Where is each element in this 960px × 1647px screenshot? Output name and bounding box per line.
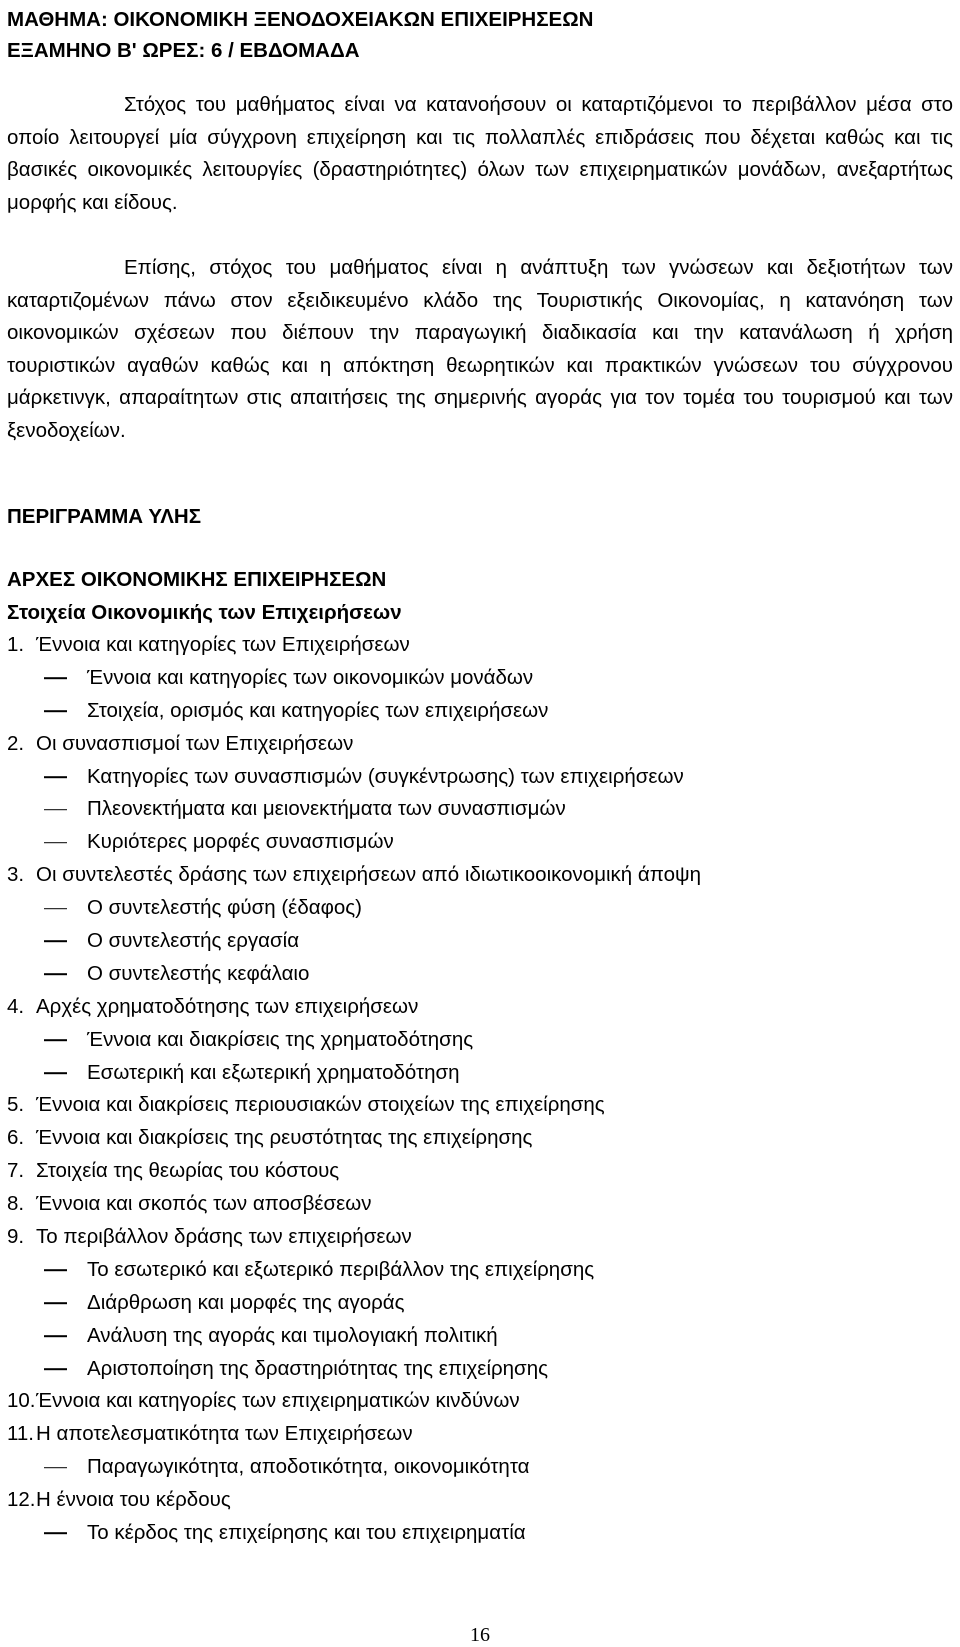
- dash-bullet-icon: [44, 1335, 67, 1337]
- outline-item-number: 6.: [7, 1126, 25, 1150]
- section-title: ΠΕΡΙΓΡΑΜΜΑ ΥΛΗΣ: [7, 505, 201, 528]
- outline-item-number: 7.: [7, 1159, 25, 1183]
- course-semester-hours: ΕΞΑΜΗΝΟ Β' ΩΡΕΣ: 6 / ΕΒΔΟΜΑΔΑ: [7, 39, 360, 62]
- outline-item-number: 10.: [7, 1389, 36, 1413]
- outline-subitem: [7, 1517, 953, 1550]
- subsection-subtitle: Στοιχεία Οικονομικής των Επιχειρήσεων: [7, 601, 402, 624]
- outline-subitem: [7, 1451, 953, 1484]
- outline-item-text: Η αποτελεσματικότητα των Επιχειρήσεων: [36, 1422, 413, 1446]
- outline-item: [7, 1221, 953, 1254]
- outline-item-text: Κατηγορίες των συνασπισμών (συγκέντρωσης) των επιχειρήσεων: [87, 764, 684, 788]
- outline-item-text: Οι συνασπισμοί των Επιχειρήσεων: [36, 731, 354, 755]
- dash-bullet-icon: [44, 1368, 67, 1370]
- outline-item: [7, 1418, 953, 1451]
- outline-item-text: Ο συντελεστής φύση (έδαφος): [87, 896, 362, 920]
- outline-item-text: Αριστοποίηση της δραστηριότητας της επιχείρησης: [87, 1356, 548, 1380]
- dash-bullet-icon: [44, 809, 67, 811]
- outline-item-text: Διάρθρωση και μορφές της αγοράς: [87, 1290, 405, 1314]
- dash-bullet-icon: [44, 776, 67, 778]
- outline-item-text: Το εσωτερικό και εξωτερικό περιβάλλον της επιχείρησης: [87, 1257, 595, 1281]
- course-title: ΜΑΘΗΜΑ: ΟΙΚΟΝΟΜΙΚΗ ΞΕΝΟΔΟΧΕΙΑΚΩΝ ΕΠΙΧΕΙΡΗΣΕΩΝ: [7, 8, 594, 31]
- outline-subitem: [7, 1254, 953, 1287]
- outline-subitem: [7, 761, 953, 794]
- outline-item-number: 5.: [7, 1093, 25, 1117]
- outline-item-text: Πλεονεκτήματα και μειονεκτήματα των συνασπισμών: [87, 797, 566, 821]
- dash-bullet-icon: [44, 1467, 67, 1469]
- outline-item-text: Έννοια και διακρίσεις της χρηματοδότησης: [87, 1027, 474, 1051]
- outline-item-text: Το κέρδος της επιχείρησης και του επιχειρηματία: [87, 1521, 526, 1545]
- outline-item-text: Η έννοια του κέρδους: [36, 1488, 231, 1512]
- outline-item-text: Έννοια και κατηγορίες των Επιχειρήσεων: [36, 633, 410, 656]
- outline-item-number: 8.: [7, 1192, 25, 1216]
- outline-item: [7, 1155, 953, 1188]
- dash-bullet-icon: [44, 941, 67, 943]
- outline-subitem: [7, 1320, 953, 1353]
- outline-item-text: Ο συντελεστής εργασία: [87, 929, 300, 953]
- outline-item-text: Ο συντελεστής κεφάλαιο: [87, 961, 310, 985]
- page-number: 16: [470, 1624, 490, 1646]
- outline-item: [7, 1484, 953, 1517]
- outline-item-text: Το περιβάλλον δράσης των επιχειρήσεων: [36, 1225, 412, 1249]
- outline-item-text: Έννοια και σκοπός των αποσβέσεων: [36, 1192, 372, 1216]
- dash-bullet-icon: [44, 1270, 67, 1272]
- outline-item-text: Αρχές χρηματοδότησης των επιχειρήσεων: [36, 994, 419, 1018]
- outline-subitem: [7, 1057, 953, 1090]
- outline-item-text: Παραγωγικότητα, αποδοτικότητα, οικονομικότητα: [87, 1455, 530, 1479]
- outline-item-number: 3.: [7, 863, 25, 887]
- outline-item-number: 4.: [7, 994, 25, 1018]
- dash-bullet-icon: [44, 974, 67, 976]
- outline-item-text: Έννοια και κατηγορίες των επιχειρηματικών κινδύνων: [36, 1389, 520, 1413]
- outline-item-text: Κυριότερες μορφές συνασπισμών: [87, 830, 394, 854]
- dash-bullet-icon: [44, 1039, 67, 1041]
- outline-subitem: [7, 1353, 953, 1386]
- outline-item: [7, 1385, 953, 1418]
- course-objective-paragraph-2: Επίσης, στόχος του μαθήματος είναι η ανάπτυξη των γνώσεων και δεξιοτήτων των καταρτιζομένων πάνω στον εξειδικευμένο κλάδο της Τουριστικής Οικονομίας, η κατανόηση των οικονομικών σχέσεων που διέπουν την παραγωγική διαδικασία και την κατανάλωση ή χρήση τουριστικών αγαθών καθώς και η απόκτηση θεωρητικών και πρακτικών γνώσεων του σύγχρονου μάρκετινγκ, απαραίτητων στις απαιτήσεις της σημερινής αγοράς για τον τομέα του τουρισμού και των ξενοδοχείων.: [7, 256, 953, 442]
- dash-bullet-icon: [44, 842, 67, 844]
- outline-item-text: Στοιχεία, ορισμός και κατηγορίες των επιχειρήσεων: [87, 698, 549, 722]
- dash-bullet-icon: [44, 710, 67, 712]
- dash-bullet-icon: [44, 1302, 67, 1304]
- outline-item-text: Έννοια και διακρίσεις της ρευστότητας της επιχείρησης: [36, 1126, 533, 1150]
- outline-subitem: [7, 1024, 953, 1057]
- outline-item-text: Έννοια και διακρίσεις περιουσιακών στοιχείων της επιχείρησης: [36, 1093, 605, 1117]
- outline-item-text: Στοιχεία της θεωρίας του κόστους: [36, 1159, 340, 1183]
- outline-item: [7, 1122, 953, 1155]
- outline-item: [7, 728, 953, 761]
- outline-subitem: [7, 958, 953, 991]
- outline-item: [7, 629, 953, 662]
- outline-subitem: [7, 892, 953, 925]
- outline-subitem: [7, 695, 953, 728]
- outline-item-number: 1.: [7, 633, 25, 656]
- dash-bullet-icon: [44, 1533, 67, 1535]
- outline-item: [7, 859, 953, 892]
- dash-bullet-icon: [44, 1072, 67, 1074]
- syllabus-outline: [7, 629, 953, 1550]
- outline-item: [7, 991, 953, 1024]
- outline-item: [7, 1188, 953, 1221]
- outline-item: [7, 1089, 953, 1122]
- outline-subitem: [7, 662, 953, 695]
- outline-subitem: [7, 925, 953, 958]
- outline-subitem: [7, 793, 953, 826]
- outline-item-number: 12.: [7, 1488, 36, 1512]
- dash-bullet-icon: [44, 908, 67, 910]
- outline-item-number: 11.: [7, 1422, 34, 1446]
- outline-item-text: Ανάλυση της αγοράς και τιμολογιακή πολιτική: [87, 1323, 498, 1347]
- outline-item-number: 9.: [7, 1225, 25, 1249]
- course-objective-paragraph: Στόχος του μαθήματος είναι να κατανοήσουν οι καταρτιζόμενοι το περιβάλλον μέσα στο οποίο λειτουργεί μία σύγχρονη επιχείρηση και τις πολλαπλές επιδράσεις που δέχεται καθώς και τις βασικές οικονομικές λειτουργίες (δραστηριότητες) όλων των επιχειρηματικών μονάδων, ανεξαρτήτως μορφής και είδους.: [7, 93, 953, 214]
- subsection-title: ΑΡΧΕΣ ΟΙΚΟΝΟΜΙΚΗΣ ΕΠΙΧΕΙΡΗΣΕΩΝ: [7, 568, 387, 591]
- outline-item-text: Έννοια και κατηγορίες των οικονομικών μονάδων: [87, 665, 534, 689]
- outline-item-text: Εσωτερική και εξωτερική χρηματοδότηση: [87, 1060, 460, 1084]
- outline-item-text: Οι συντελεστές δράσης των επιχειρήσεων από ιδιωτικοοικονομική άποψη: [36, 863, 702, 887]
- dash-bullet-icon: [44, 678, 67, 680]
- outline-item-number: 2.: [7, 731, 25, 755]
- outline-subitem: [7, 826, 953, 859]
- outline-subitem: [7, 1287, 953, 1320]
